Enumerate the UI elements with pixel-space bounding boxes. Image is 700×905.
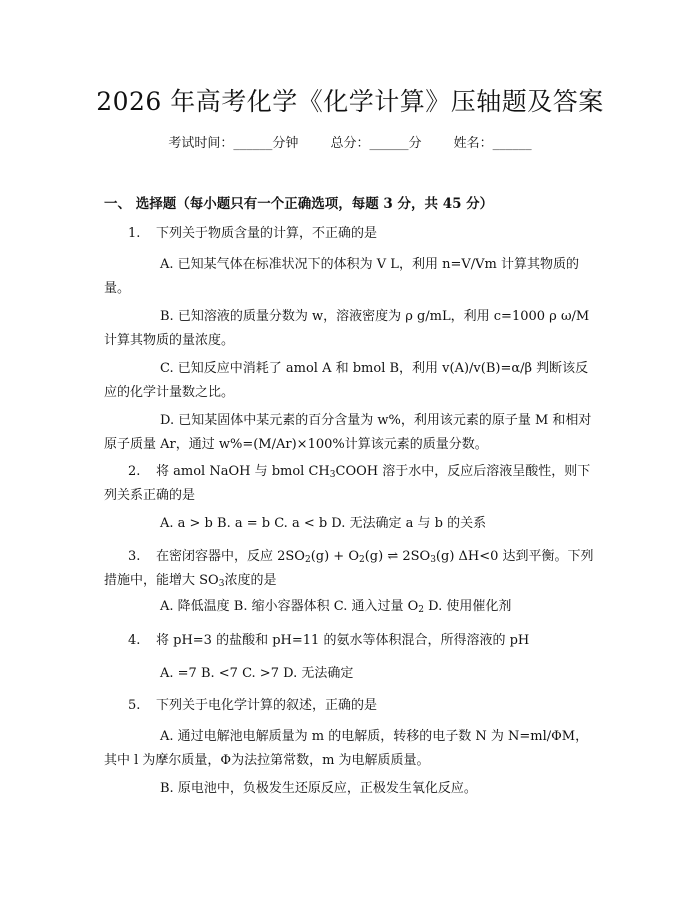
question-stem-part: 将 amol NaOH 与 bmol CH (156, 464, 330, 479)
exam-meta (0, 132, 700, 151)
subscript: 3 (329, 470, 336, 480)
question-stem-part: 在密闭容器中，反应 2SO (156, 549, 305, 564)
subscript: 2 (304, 555, 311, 565)
q2-options: A. a > b B. a = b C. a < b D. 无法确定 a 与 b 的关系 (160, 516, 487, 531)
options-part: D. 使用催化剂 (424, 599, 512, 614)
subscript: 3 (430, 555, 436, 565)
question-number: 3. (128, 549, 141, 564)
subscript: 3 (218, 579, 225, 589)
subscript: 2 (418, 605, 425, 615)
question-number: 5. (128, 698, 141, 713)
q5-option-b: B. 原电池中，负极发生还原反应，正极发生氧化反应。 (160, 781, 477, 796)
q5-option-a: A. 通过电解池电解质量为 m 的电解质，转移的电子数 N 为 N=ml/ΦM，其中 l 为摩尔质量，Φ为法拉第常数，m 为电解质质量。 (104, 729, 589, 768)
question-2 (104, 460, 596, 508)
question-number: 4. (128, 633, 141, 648)
total-score-field: 总分：______分 (330, 136, 422, 151)
section-heading-choice: 一、 选择题（每小题只有一个正确选项，每题 3 分，共 45 分） (104, 196, 494, 212)
question-stem-part: COOH 溶于水中，反应后溶液呈酸性，则下列关系正确的是 (104, 464, 591, 503)
question-3 (104, 545, 596, 593)
options-part: A. 降低温度 B. 缩小容器体积 C. 通入过量 O (160, 599, 419, 614)
exam-time-field: 考试时间：______分钟 (168, 136, 299, 151)
student-name-field: 姓名：______ (453, 136, 532, 151)
q4-options: A. =7 B. <7 C. >7 D. 无法确定 (160, 666, 354, 681)
question-4 (104, 629, 596, 653)
question-5 (104, 694, 596, 718)
exam-title: 2026 年高考化学《化学计算》压轴题及答案 (96, 87, 604, 116)
question-stem-part: (g) ΔH<0 达到平衡。下列措施中，能增大 SO (104, 549, 594, 588)
question-number: 2. (128, 464, 141, 479)
q1-option-d: D. 已知某固体中某元素的百分含量为 w%，利用该元素的原子量 M 和相对原子质量 Ar，通过 w%=(M/Ar)×100%计算该元素的质量分数。 (104, 413, 592, 452)
subscript: 2 (358, 555, 365, 565)
q1-option-b: B. 已知溶液的质量分数为 w，溶液密度为 ρ g/mL，利用 c=1000 ρ ω/M 计算其物质的量浓度。 (104, 309, 590, 348)
question-stem: 将 pH=3 的盐酸和 pH=11 的氨水等体积混合，所得溶液的 pH (156, 633, 530, 648)
question-number: 1. (128, 226, 141, 241)
q1-option-c: C. 已知反应中消耗了 amol A 和 bmol B，利用 v(A)/v(B)=α/β 判断该反应的化学计量数之比。 (104, 361, 589, 400)
question-stem: 下列关于物质含量的计算，不正确的是 (156, 226, 378, 241)
question-stem-part: (g) ⇌ 2SO (364, 549, 431, 564)
question-stem-part: (g) + O (310, 549, 359, 564)
question-stem: 下列关于电化学计算的叙述，正确的是 (156, 698, 378, 713)
q3-options (104, 595, 596, 619)
question-stem-part: 浓度的是 (224, 573, 277, 588)
q1-option-a: A. 已知某气体在标准状况下的体积为 V L，利用 n=V/Vm 计算其物质的量。 (104, 257, 579, 296)
question-1 (104, 222, 596, 246)
